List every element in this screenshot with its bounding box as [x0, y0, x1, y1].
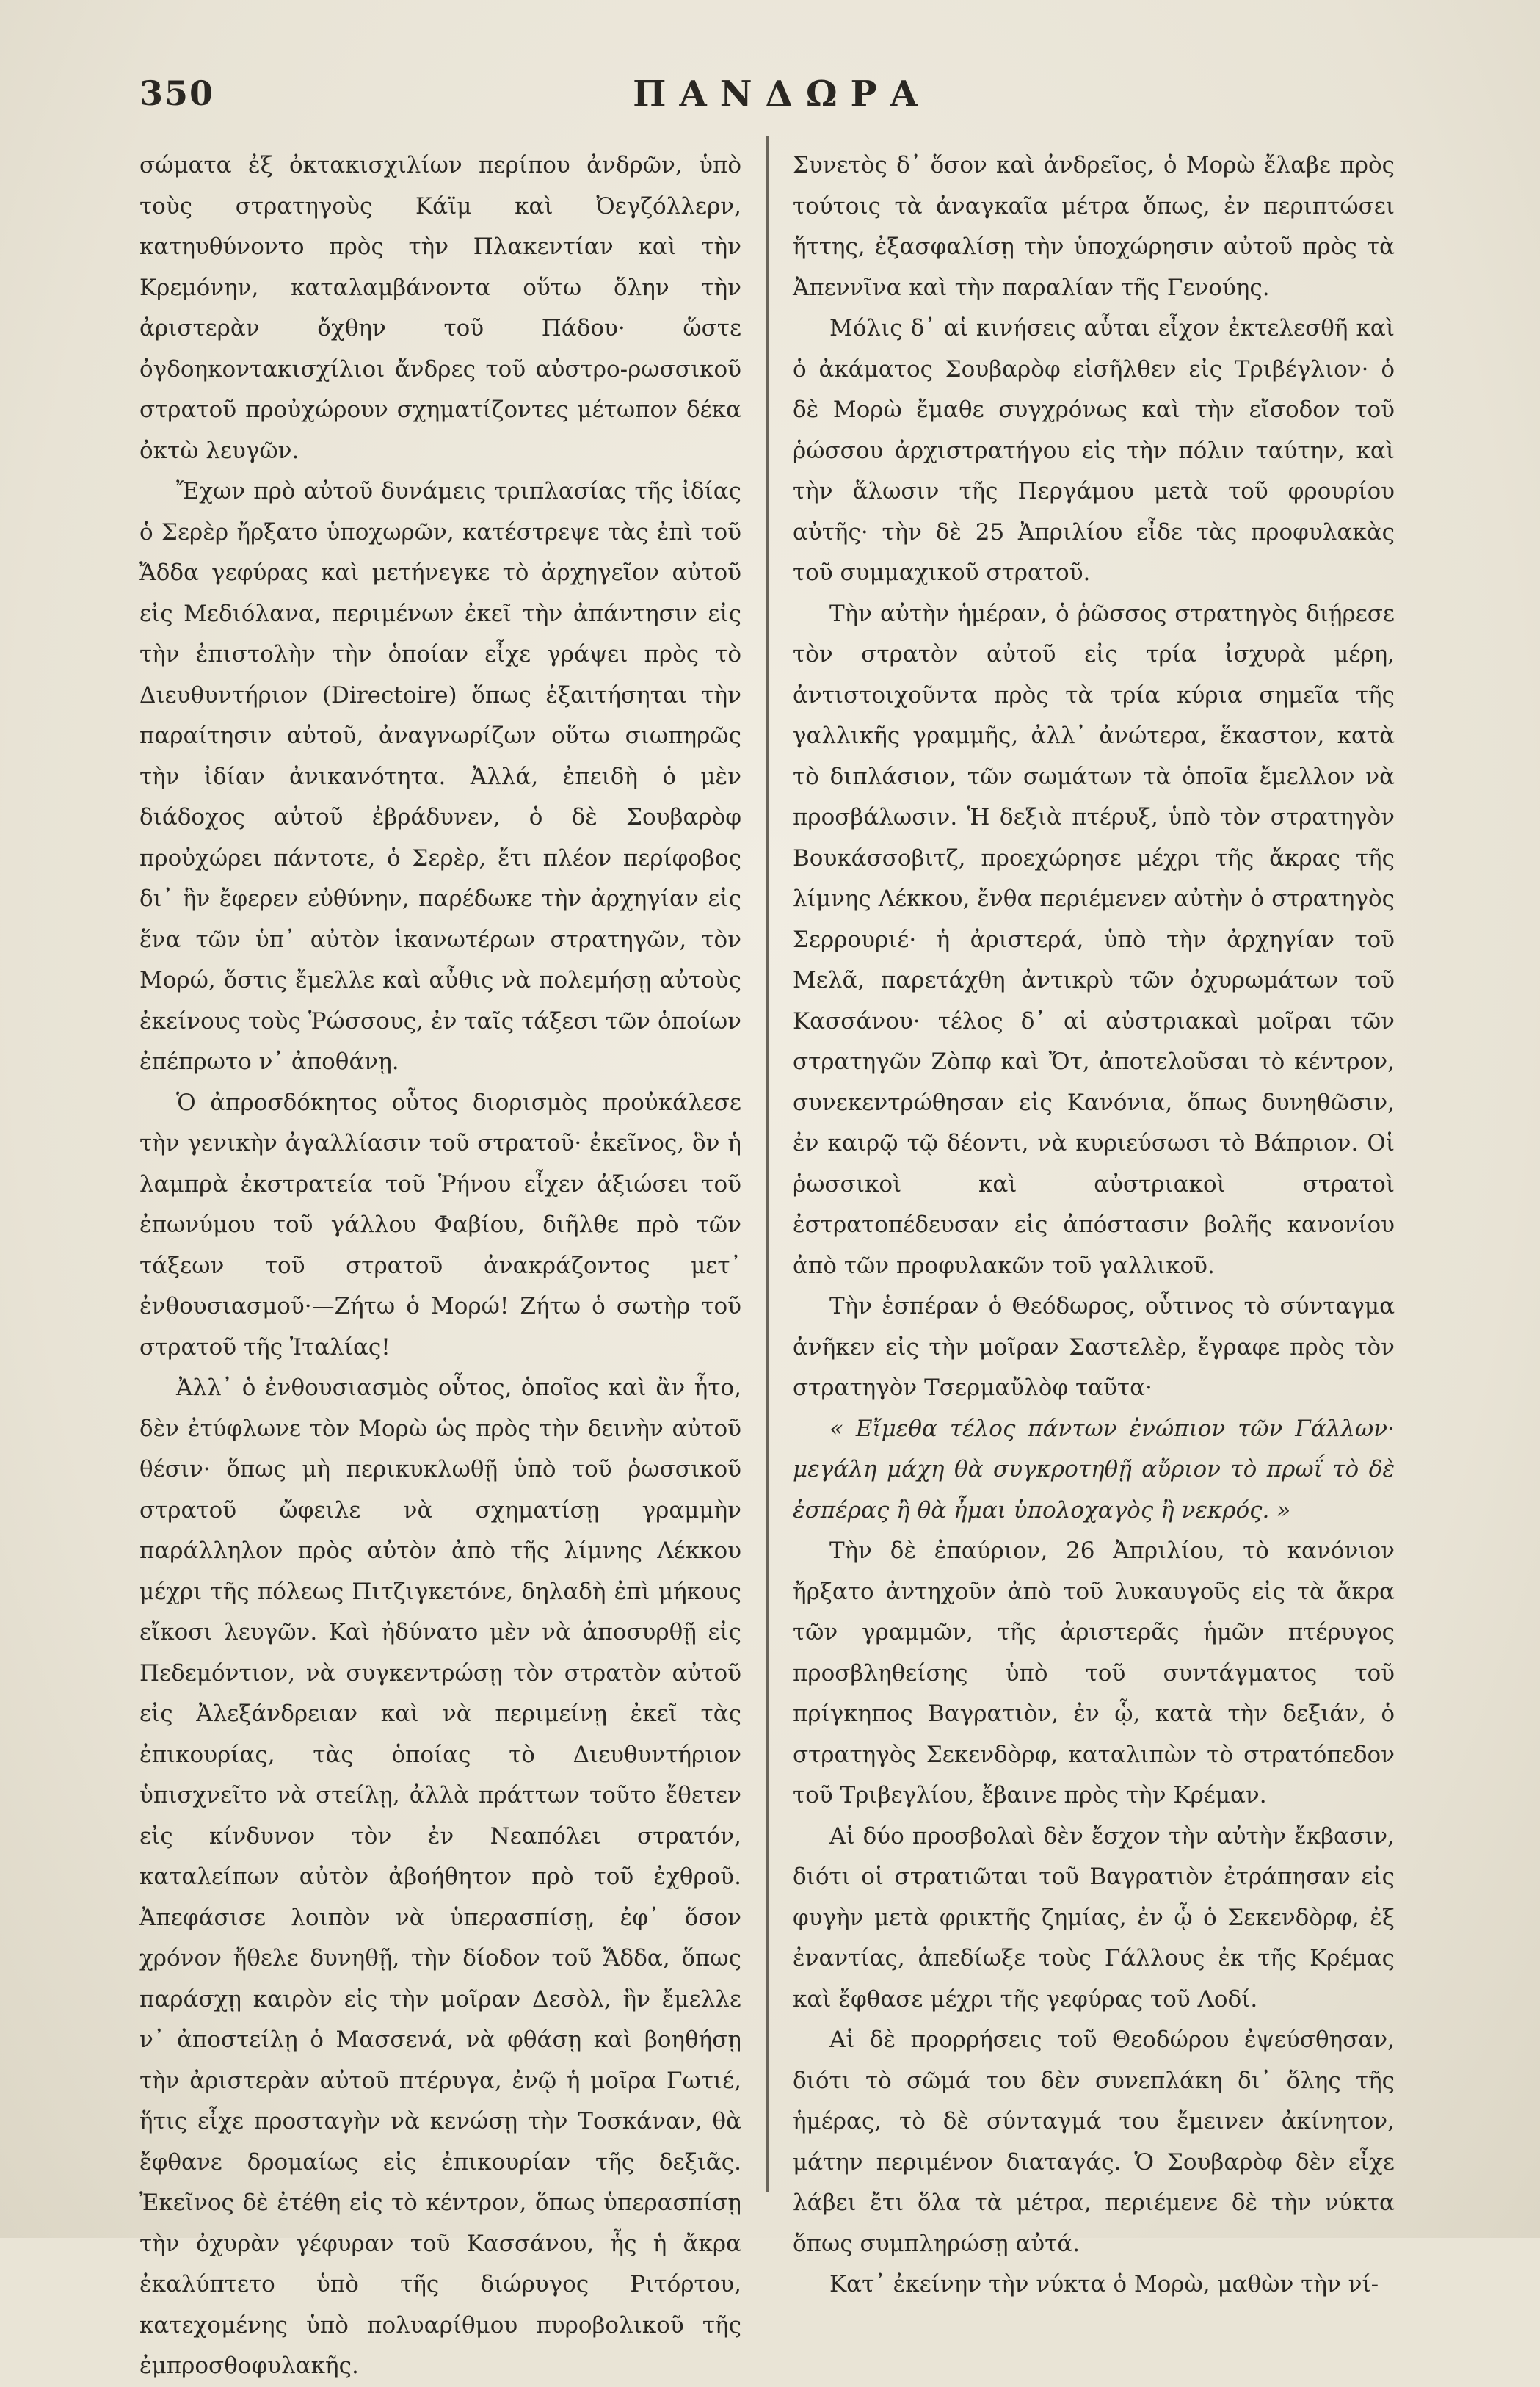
left-column: [139, 145, 741, 2379]
paragraph: Τὴν ἑσπέραν ὁ Θεόδωρος, οὗτινος τὸ σύνταγμα ἀνῆκεν εἰς τὴν μοῖραν Σαστελὲρ, ἔγραφε πρὸς τὸν στρατηγὸν Τσερμαὔλὸφ ταῦτα·: [793, 1293, 1395, 1401]
paragraph: Ὁ ἀπροσδόκητος οὗτος διορισμὸς προὐκάλεσε τὴν γενικὴν ἀγαλλίασιν τοῦ στρατοῦ· ἐκεῖνος, ὃν ἡ λαμπρὰ ἐκστρατεία τοῦ Ῥήνου εἶχεν ἀξιώσει τοῦ ἐπωνύμου τοῦ γάλλου Φαβίου, διῆλθε πρὸ τῶν τάξεων τοῦ στρατοῦ ἀνακράζοντος μετ᾽ ἐνθουσιασμοῦ·—Ζήτω ὁ Μορώ! Ζήτω ὁ σωτὴρ τοῦ στρατοῦ τῆς Ἰταλίας!: [139, 1089, 741, 1361]
paragraph: Τὴν αὐτὴν ἡμέραν, ὁ ῥῶσσος στρατηγὸς διῄρεσε τὸν στρατὸν αὐτοῦ εἰς τρία ἰσχυρὰ μέρη, ἀντιστοιχοῦντα πρὸς τὰ τρία κύρια σημεῖα τῆς γαλλικῆς γραμμῆς, ἀλλ᾽ ἀνώτερα, ἕκαστον, κατὰ τὸ διπλάσιον, τῶν σωμάτων τὰ ὁποῖα ἔμελλον νὰ προσβάλωσιν. Ἡ δεξιὰ πτέρυξ, ὑπὸ τὸν στρατηγὸν Βουκάσσοβιτζ, προεχώρησε μέχρι τῆς ἄκρας τῆς λίμνης Λέκκου, ἔνθα περιέμενεν αὐτὴν ὁ στρατηγὸς Σερρουριέ· ἡ ἀριστερά, ὑπὸ τὴν ἀρχηγίαν τοῦ Μελᾶ, παρετάχθη ἀντικρὺ τῶν ὀχυρωμάτων τοῦ Κασσάνου· τέλος δ᾽ αἱ αὐστριακαὶ μοῖραι τῶν στρατηγῶν Ζὸπφ καὶ Ὄτ, ἀποτελοῦσαι τὸ κέντρον, συνεκεντρώθησαν εἰς Κανόνια, ὅπως δυνηθῶσιν, ἐν καιρῷ τῷ δέοντι, νὰ κυριεύσωσι τὸ Βάπριον. Οἱ ῥωσσικοὶ καὶ αὐστριακοὶ στρατοὶ ἐστρατοπέδευσαν εἰς ἀπόστασιν βολῆς κανονίου ἀπὸ τῶν προφυλακῶν τοῦ γαλλικοῦ.: [793, 600, 1395, 1279]
paragraph: Αἱ δὲ προρρήσεις τοῦ Θεοδώρου ἐψεύσθησαν, διότι τὸ σῶμά του δὲν συνεπλάκη δι᾽ ὅλης τῆς ἡμέρας, τὸ δὲ σύνταγμά του ἔμεινεν ἀκίνητον, μάτην περιμένον διαταγάς. Ὁ Σουβαρὸφ δὲν εἶχε λάβει ἔτι ὅλα τὰ μέτρα, περιέμενε δὲ τὴν νύκτα ὅπως συμπληρώσῃ αὐτά.: [793, 2026, 1395, 2257]
paragraph: Μόλις δ᾽ αἱ κινήσεις αὗται εἶχον ἐκτελεσθῆ καὶ ὁ ἀκάματος Σουβαρὸφ εἰσῆλθεν εἰς Τριβέγλιον· ὁ δὲ Μορὼ ἔμαθε συγχρόνως καὶ τὴν εἴσοδον τοῦ ῥώσσου ἀρχιστρατήγου εἰς τὴν πόλιν ταύτην, καὶ τὴν ἅλωσιν τῆς Περγάμου μετὰ τοῦ φρουρίου αὐτῆς· τὴν δὲ 25 Ἀπριλίου εἶδε τὰς προφυλακὰς τοῦ συμμαχικοῦ στρατοῦ.: [793, 315, 1395, 586]
right-column: [793, 145, 1395, 2297]
paragraph: Αἱ δύο προσβολαὶ δὲν ἔσχον τὴν αὐτὴν ἔκβασιν, διότι οἱ στρατιῶται τοῦ Βαγρατιὸν ἐτράπησαν εἰς φυγὴν μετὰ φρικτῆς ζημίας, ἐν ᾧ ὁ Σεκενδὸρφ, ἐξ ἐναντίας, ἀπεδίωξε τοὺς Γάλλους ἐκ τῆς Κρέμας καὶ ἔφθασε μέχρι τῆς γεφύρας τοῦ Λοδί.: [793, 1822, 1395, 2013]
page-header: [139, 73, 1424, 132]
paragraph: Συνετὸς δ᾽ ὅσον καὶ ἀνδρεῖος, ὁ Μορὼ ἔλαβε πρὸς τούτοις τὰ ἀναγκαῖα μέτρα ὅπως, ἐν περιπτώσει ἥττης, ἐξασφαλίσῃ τὴν ὑποχώρησιν αὐτοῦ πρὸς τὰ Ἀπεννῖνα καὶ τὴν παραλίαν τῆς Γενούης.: [793, 152, 1395, 301]
paragraph: σώματα ἐξ ὀκτακισχιλίων περίπου ἀνδρῶν, ὑπὸ τοὺς στρατηγοὺς Κάϊμ καὶ Ὀεγζόλλερν, κατηυθύνοντο πρὸς τὴν Πλακεντίαν καὶ τὴν Κρεμόνην, καταλαμβάνοντα οὕτω ὅλην τὴν ἀριστερὰν ὄχθην τοῦ Πάδου· ὥστε ὀγδοηκοντακισχίλιοι ἄνδρες τοῦ αὐστρο-ρωσσικοῦ στρατοῦ προὐχώρουν σχηματίζοντες μέτωπον δέκα ὀκτὼ λευγῶν.: [139, 152, 741, 464]
running-title: ΠΑΝΔΩΡΑ: [633, 73, 931, 115]
quoted-letter: « Εἴμεθα τέλος πάντων ἐνώπιον τῶν Γάλλων· μεγάλη μάχη θὰ συγκροτηθῇ αὔριον τὸ πρωΐ τὸ δὲ ἑσπέρας ἢ θὰ ἦμαι ὑπολοχαγὸς ἢ νεκρός. »: [793, 1415, 1395, 1524]
page-number: 350: [139, 73, 215, 113]
paragraph: Ἔχων πρὸ αὐτοῦ δυνάμεις τριπλασίας τῆς ἰδίας ὁ Σερὲρ ἤρξατο ὑποχωρῶν, κατέστρεψε τὰς ἐπὶ τοῦ Ἄδδα γεφύρας καὶ μετήνεγκε τὸ ἀρχηγεῖον αὐτοῦ εἰς Μεδιόλανα, περιμένων ἐκεῖ τὴν ἀπάντησιν εἰς τὴν ἐπιστολὴν τὴν ὁποίαν εἶχε γράψει πρὸς τὸ Διευθυντήριον (Directoire) ὅπως ἐξαιτήσηται τὴν παραίτησιν αὐτοῦ, ἀναγνωρίζων οὕτω σιωπηρῶς τὴν ἰδίαν ἀνικανότητα. Ἀλλά, ἐπειδὴ ὁ μὲν διάδοχος αὐτοῦ ἐβράδυνεν, ὁ δὲ Σουβαρὸφ προὐχώρει πάντοτε, ὁ Σερὲρ, ἔτι πλέον περίφοβος δι᾽ ἣν ἔφερεν εὐθύνην, παρέδωκε τὴν ἀρχηγίαν εἰς ἕνα τῶν ὑπ᾽ αὐτὸν ἱκανωτέρων στρατηγῶν, τὸν Μορώ, ὅστις ἔμελλε καὶ αὖθις νὰ πολεμήσῃ αὐτοὺς ἐκείνους τοὺς Ῥώσσους, ἐν ταῖς τάξεσι τῶν ὁποίων ἐπέπρωτο ν᾽ ἀποθάνῃ.: [139, 478, 741, 1075]
paragraph: Τὴν δὲ ἐπαύριον, 26 Ἀπριλίου, τὸ κανόνιον ἤρξατο ἀντηχοῦν ἀπὸ τοῦ λυκαυγοῦς εἰς τὰ ἄκρα τῶν γραμμῶν, τῆς ἀριστερᾶς ἡμῶν πτέρυγος προσβληθείσης ὑπὸ τοῦ συντάγματος τοῦ πρίγκηπος Βαγρατιὸν, ἐν ᾧ, κατὰ τὴν δεξιάν, ὁ στρατηγὸς Σεκενδὸρφ, καταλιπὼν τὸ στρατόπεδον τοῦ Τριβεγλίου, ἔβαινε πρὸς τὴν Κρέμαν.: [793, 1537, 1395, 1808]
paragraph: Ἀλλ᾽ ὁ ἐνθουσιασμὸς οὗτος, ὁποῖος καὶ ἂν ἦτο, δὲν ἐτύφλωνε τὸν Μορὼ ὡς πρὸς τὴν δεινὴν αὐτοῦ θέσιν· ὅπως μὴ περικυκλωθῇ ὑπὸ τοῦ ῥωσσικοῦ στρατοῦ ὤφειλε νὰ σχηματίσῃ γραμμὴν παράλληλον πρὸς αὐτὸν ἀπὸ τῆς λίμνης Λέκκου μέχρι τῆς πόλεως Πιτζιγκετόνε, δηλαδὴ ἐπὶ μήκους εἴκοσι λευγῶν. Καὶ ἠδύνατο μὲν νὰ ἀποσυρθῇ εἰς Πεδεμόντιον, νὰ συγκεντρώσῃ τὸν στρατὸν αὐτοῦ εἰς Ἀλεξάνδρειαν καὶ νὰ περιμείνῃ ἐκεῖ τὰς ἐπικουρίας, τὰς ὁποίας τὸ Διευθυντήριον ὑπισχνεῖτο νὰ στείλῃ, ἀλλὰ πράττων τοῦτο ἔθετεν εἰς κίνδυνον τὸν ἐν Νεαπόλει στρατόν, καταλείπων αὐτὸν ἀβοήθητον πρὸ τοῦ ἐχθροῦ. Ἀπεφάσισε λοιπὸν νὰ ὑπερασπίσῃ, ἐφ᾽ ὅσον χρόνον ἤθελε δυνηθῇ, τὴν δίοδον τοῦ Ἄδδα, ὅπως παράσχῃ καιρὸν εἰς τὴν μοῖραν Δεσὸλ, ἣν ἔμελλε ν᾽ ἀποστείλῃ ὁ Μασσενά, νὰ φθάσῃ καὶ βοηθήσῃ τὴν ἀριστερὰν αὐτοῦ πτέρυγα, ἐνῷ ἡ μοῖρα Γωτιέ, ἥτις εἶχε προσταγὴν νὰ κενώσῃ τὴν Τοσκάναν, θὰ ἔφθανε δρομαίως εἰς ἐπικουρίαν τῆς δεξιᾶς. Ἐκεῖνος δὲ ἐτέθη εἰς τὸ κέντρον, ὅπως ὑπερασπίσῃ τὴν ὀχυρὰν γέφυραν τοῦ Κασσάνου, ἧς ἡ ἄκρα ἐκαλύπτετο ὑπὸ τῆς διώρυγος Ριτόρτου, κατεχομένης ὑπὸ πολυαρίθμου πυροβολικοῦ τῆς ἐμπροσθοφυλακῆς.: [139, 1374, 741, 2379]
paragraph: Κατ᾽ ἐκείνην τὴν νύκτα ὁ Μορὼ, μαθὼν τὴν νί-: [829, 2271, 1379, 2297]
column-divider: [766, 136, 769, 2192]
